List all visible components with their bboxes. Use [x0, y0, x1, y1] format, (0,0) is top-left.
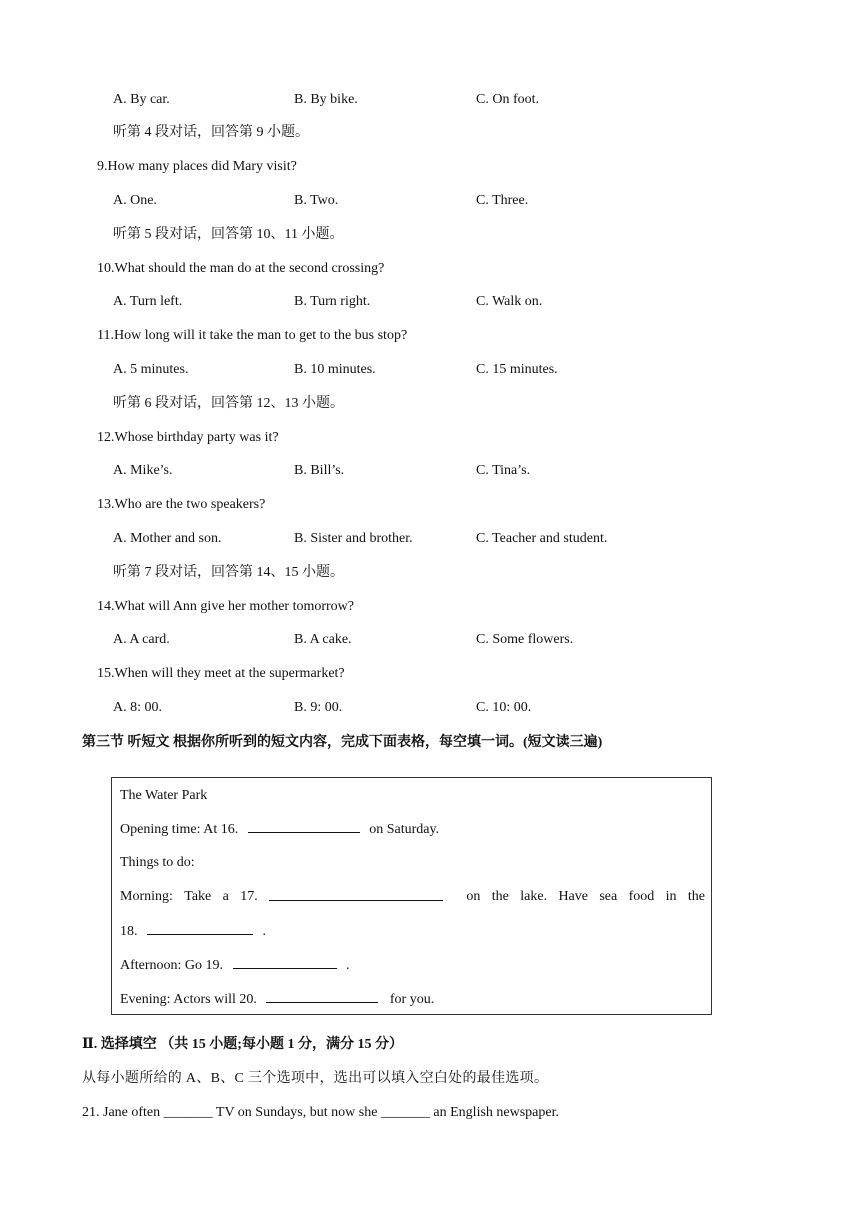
question-13: 13.Who are the two speakers? [97, 497, 266, 512]
option-b: B. By bike. [294, 92, 358, 107]
afternoon-line: Afternoon: Go 19. . [112, 955, 711, 975]
option-b: B. Turn right. [294, 294, 371, 309]
option-a: A. Mike’s. [113, 463, 173, 478]
line-18: 18. . [112, 921, 711, 941]
option-a: A. One. [113, 193, 157, 208]
option-c: C. Walk on. [476, 294, 543, 309]
q13-options [0, 529, 860, 549]
q12-options [0, 461, 860, 481]
option-b: B. 10 minutes. [294, 362, 376, 377]
q11-options [0, 360, 860, 380]
option-c: C. Three. [476, 193, 529, 208]
dialog-6-instruction: 听第 6 段对话，回答第 12、13 小题。 [113, 396, 344, 411]
section-3-heading: 第三节 听短文 根据你所听到的短文内容，完成下面表格，每空填一词。(短文读三遍) [82, 735, 603, 750]
option-b: B. Sister and brother. [294, 531, 413, 546]
option-a: A. By car. [113, 92, 170, 107]
q9-options [0, 191, 860, 211]
option-b: B. 9: 00. [294, 700, 343, 715]
option-c: C. 10: 00. [476, 700, 532, 715]
question-11: 11.How long will it take the man to get to the bus stop? [97, 328, 408, 343]
question-14: 14.What will Ann give her mother tomorrow? [97, 599, 354, 614]
water-park-form [111, 777, 712, 1015]
dialog-5-instruction: 听第 5 段对话，回答第 10、11 小题。 [113, 227, 344, 242]
option-a: A. A card. [113, 632, 170, 647]
option-a: A. Turn left. [113, 294, 183, 309]
question-10: 10.What should the man do at the second crossing? [97, 261, 385, 276]
blank-17[interactable] [269, 887, 443, 901]
option-a: A. Mother and son. [113, 531, 222, 546]
dialog-4-instruction: 听第 4 段对话，回答第 9 小题。 [113, 125, 309, 140]
blank-18[interactable] [147, 921, 253, 935]
blank-20[interactable] [266, 989, 378, 1003]
q15-options [0, 698, 860, 718]
option-c: C. Tina’s. [476, 463, 531, 478]
question-15: 15.When will they meet at the supermarket? [97, 666, 345, 681]
option-a: A. 5 minutes. [113, 362, 189, 377]
blank-16[interactable] [248, 819, 360, 833]
opening-time-line: Opening time: At 16. on Saturday. [112, 819, 711, 839]
option-b: B. Bill’s. [294, 463, 345, 478]
things-to-do-label: Things to do: [120, 855, 195, 870]
option-b: B. Two. [294, 193, 339, 208]
evening-line: Evening: Actors will 20. for you. [112, 989, 711, 1009]
blank-19[interactable] [233, 955, 337, 969]
part-2-heading: Ⅱ. 选择填空 （共 15 小题;每小题 1 分，满分 15 分） [82, 1037, 403, 1052]
question-12: 12.Whose birthday party was it? [97, 430, 279, 445]
option-c: C. On foot. [476, 92, 539, 107]
question-21: 21. Jane often _______ TV on Sundays, but now she _______ an English newspaper. [82, 1105, 559, 1120]
q14-options [0, 630, 860, 650]
option-a: A. 8: 00. [113, 700, 162, 715]
morning-line: Morning: Take a 17. on the lake. Have sea food in the [120, 889, 705, 904]
option-c: C. Teacher and student. [476, 531, 608, 546]
q10-options [0, 292, 860, 312]
option-c: C. Some flowers. [476, 632, 574, 647]
part-2-instruction: 从每小题所给的 A、B、C 三个选项中，选出可以填入空白处的最佳选项。 [82, 1071, 549, 1086]
dialog-7-instruction: 听第 7 段对话，回答第 14、15 小题。 [113, 565, 344, 580]
option-b: B. A cake. [294, 632, 352, 647]
question-9: 9.How many places did Mary visit? [97, 159, 297, 174]
q8-options [0, 90, 860, 110]
form-title: The Water Park [120, 788, 208, 803]
option-c: C. 15 minutes. [476, 362, 558, 377]
